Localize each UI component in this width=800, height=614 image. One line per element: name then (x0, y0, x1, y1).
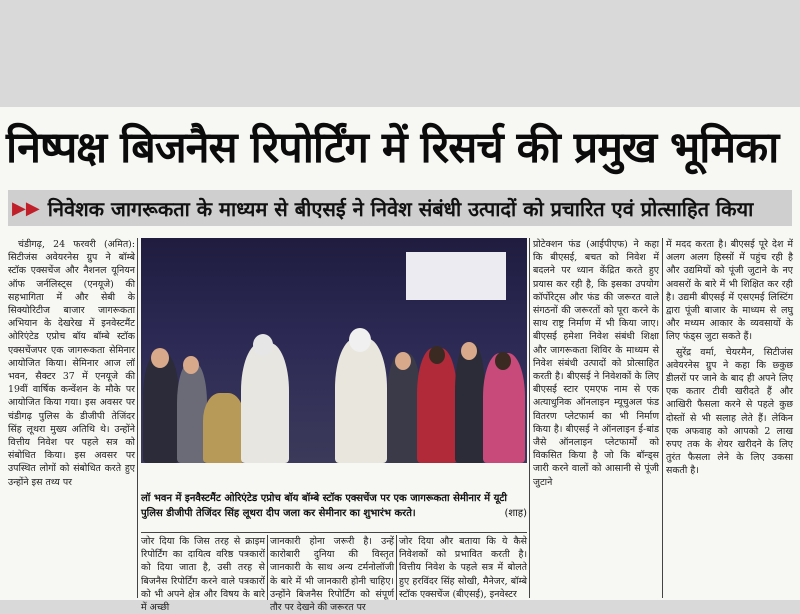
person-turban (349, 328, 371, 352)
caption-divider (141, 532, 527, 533)
article-column-4 (399, 535, 527, 600)
article-text: में मदद करता है। बीएसई पूरे देश में अलग अलग हिस्सों में पहुंच रही है और उद्यमियों को पूंजी जुटाने के नए अवसरों के बारे में भी शिक्षित कर रही है। उद्यमी बीएसई में एसएमई लिस्टिंग द्वारा पूंजी बाजार के माध्यम से लघु और मध्यम आकार के व्यवसायों के लिए फंड्स जुटा सकते हैं। (666, 239, 793, 343)
article-column-3 (270, 535, 394, 614)
lamp-stand (203, 393, 245, 463)
person-head (461, 342, 477, 360)
article-text: जानकारी होना जरूरी है। उन्हें कारोबारी दुनिया की विस्तृत जानकारी के साथ अन्य टर्मनोलॉजी के बारे में भी जानकारी होनी चाहिए। उन्होंने बिजनैस रिपोर्टिंग को संपूर्ण तौर पर देखने की जरूरत पर (270, 536, 394, 614)
article-column-5 (666, 238, 793, 598)
stage-backdrop (406, 252, 506, 300)
subheadline-bar (8, 190, 792, 226)
double-arrow-icon: ▶▶ (12, 197, 40, 219)
subheadline: निवेशक जागरूकता के माध्यम से बीएसई ने निवेश संबंधी उत्पादों को प्रचारित एवं प्रोत्साहित किया (47, 196, 754, 221)
person-head (151, 348, 169, 368)
article-text: जोर दिया और बताया कि ये कैसे निवेशकों को प्रभावित करती है। वित्तीय निवेश के पहले सत्र में बोलते हुए हरविंदर सिंह सोखी, मैनेजर, बॉम्बे स्टॉक एक्सचेंज (बीएसई), इनवेस्टर (399, 536, 527, 600)
column-divider (529, 238, 530, 598)
newspaper-clipping (0, 107, 800, 614)
person-figure (455, 343, 485, 463)
caption-text: लॉ भवन में इनवैस्टमैंट ओरिएंटेड एप्रोच बॉय बॉम्बे स्टॉक एक्सचेंज पर एक जागरूकता सेमीनार में यूटी पुलिस डीजीपी तेजिंदर सिंह लूथरा दीप जला कर सेमीनार का शुभारंभ करते। (141, 493, 508, 519)
article-text: चंडीगढ़, 24 फरवरी (अमित): सिटीजंस अवेयरनेस ग्रुप ने बॉम्बे स्टॉक एक्सचेंज और नैशनल यूनियन ऑफ जर्नलिस्ट्स (एनयूजे) की सहभागिता में और सेबी के सिक्योरिटीज बाजार जागरूकता अभियान के देखरेख में इनवेस्टमैंट ओरिएंटेड एप्रोच बॉय बॉम्बे स्टॉक एक्सचेंजपर एक जागरूकता सेमिनार आयोजित किया। सेमिनार आज लॉ भवन, सैक्टर 37 में एनयूजे की 19वीं वार्षिक कन्वेंशन के मौके पर आयोजित किया गया। इस अवसर पर चंडीगढ़ पुलिस के डीजीपी तेजिंदर सिंह लूथरा मुख्य अतिथि थे। उन्होंने वित्तीय निवेश पर पहले सत्र को संबोधित किया। इस अवसर पर उपस्थित लोगों को संबोधित करते हुए उन्होंने इस तथ्य पर (8, 239, 135, 488)
column-divider (396, 535, 397, 600)
person-head (495, 352, 511, 370)
person-head (429, 346, 445, 364)
photo-caption (141, 491, 527, 531)
person-figure (241, 343, 289, 463)
person-figure (417, 348, 457, 463)
person-figure (143, 353, 179, 463)
event-photo (141, 238, 527, 463)
column-divider (137, 238, 138, 598)
headline: निष्पक्ष बिजनैस रिपोर्टिंग में रिसर्च की प्रमुख भूमिका (6, 123, 779, 173)
photo-credit: (शाह) (504, 508, 527, 519)
article-column-1 (8, 238, 135, 598)
article-column-2 (141, 535, 265, 614)
person-turban (253, 334, 273, 356)
person-head (395, 352, 411, 370)
person-figure (335, 338, 387, 463)
person-head (183, 356, 199, 374)
column-divider (662, 238, 663, 598)
article-column-4-top (533, 238, 659, 598)
article-text: प्रोटेक्शन फंड (आईपीएफ) ने कहा कि बीएसई, बचत को निवेश में बदलने पर ध्यान केंद्रित करते हुए प्रयास कर रही है, कि इसका उपयोग कॉर्पोरेट्स और फंड की जरूरत वाले संगठनों की जरूरतों को पूरा करने के साथ राष्ट्र निर्माण में भी किया जाए। बीएसई हमेशा निवेश संबंधी शिक्षा और जागरूकता शिविर के माध्यम से निवेश संबंधी उत्पादों को प्रोत्साहित करती है। बीएसई ने निवेशकों के लिए बीएसई स्टार एमएफ नाम से एक अत्याधुनिक ऑनलाइन म्यूचुअल फंड वितरण प्लेटफार्म का भी निर्माण किया है। बीएसई ने ऑनलाइन ई-बांड जैसे ऑनलाइन प्लेटफार्मों को विकसित किया है जो कि बॉन्ड्स जारी करने वालों को आसानी से पूंजी जुटाने (533, 239, 659, 488)
article-text: सुरेंद्र वर्मा, चेयरमैन, सिटीजंस अवेयरनेस ग्रुप ने कहा कि छ्कुछ डीलरों पर जाने के बाद ही अपने लिए एक कतार टीवी खरीदते हैं और आखिरी फैसला करने से पहले कुछ दोस्तों से भी सलाह लेते हैं। लेकिन एक अफवाह को आपको 2 लाख रुपए तक के शेयर खरीदने के लिए तुरंत फैसला लेने के लिए उकसा सकती है। (666, 346, 793, 477)
column-divider (267, 535, 268, 600)
article-text: जोर दिया कि जिस तरह से क्राइम रिपोर्टिंग का दायित्व वरिष्ठ पत्रकारों को दिया जाता है, उसी तरह से बिजनैस रिपोर्टिंग करने वाले पत्रकारों को भी अपने क्षेत्र और विषय के बारे में अच्छी (141, 536, 265, 614)
